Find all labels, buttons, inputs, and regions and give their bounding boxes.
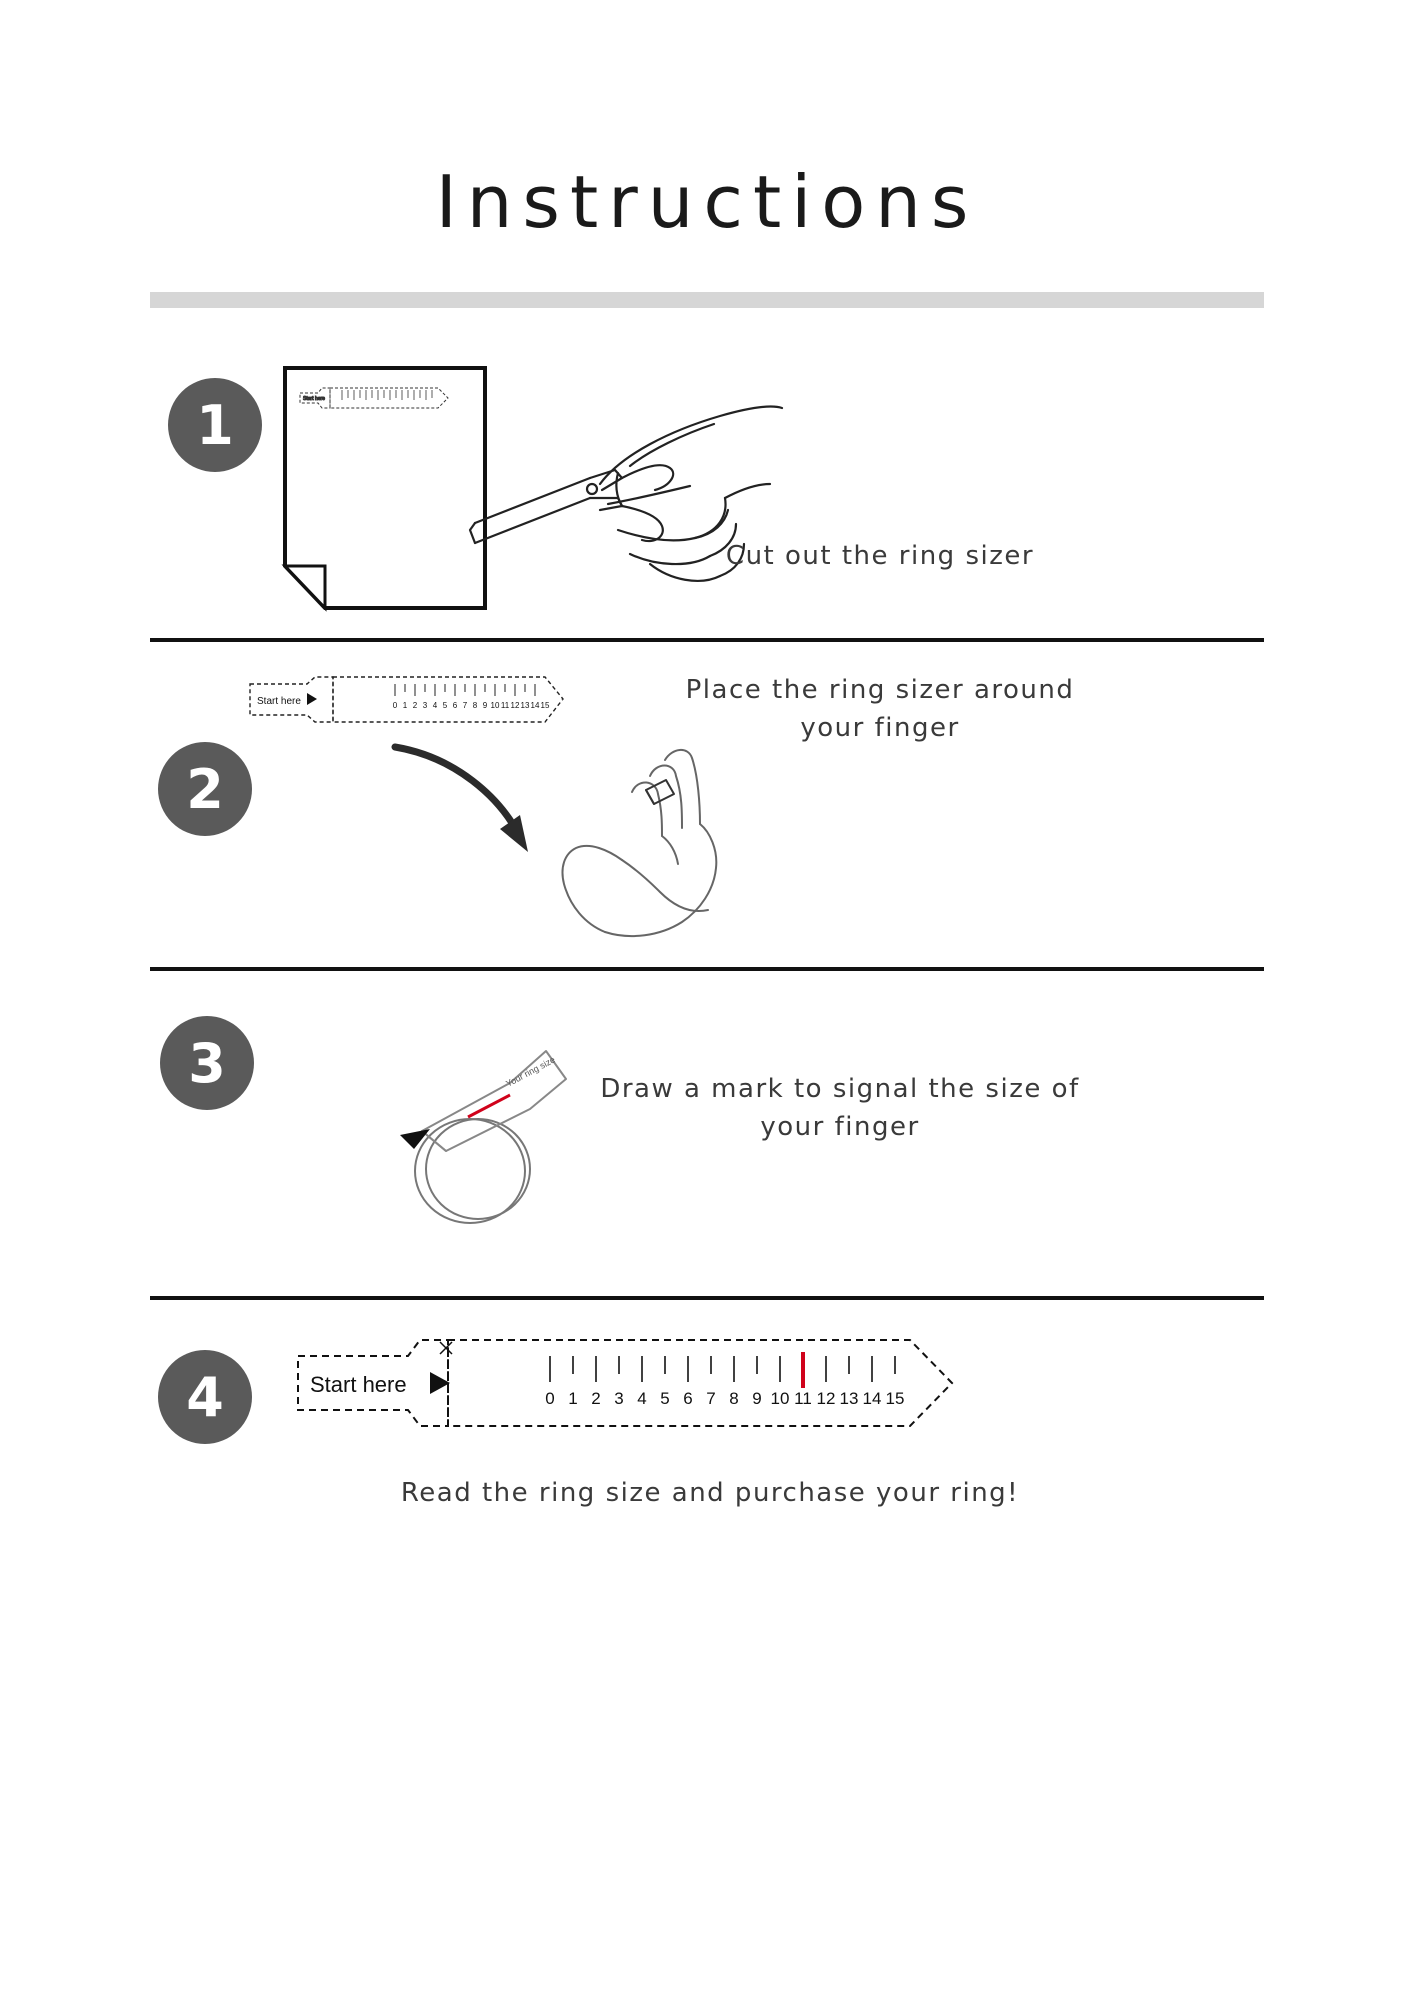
svg-text:0: 0 [545,1389,555,1408]
steps-list [150,308,1264,1540]
svg-text:7: 7 [462,701,468,710]
step-4-caption: Read the ring size and purchase your ring! [400,1478,1020,1508]
svg-text:14: 14 [530,701,540,710]
step-4-number: 4 [158,1350,252,1444]
cut-out-illustration [270,358,890,653]
svg-text:15: 15 [540,701,550,710]
svg-text:4: 4 [432,701,438,710]
step-1 [150,308,1264,638]
svg-text:1: 1 [568,1389,578,1408]
ring-sizer-strip-small [245,672,575,737]
svg-text:13: 13 [520,701,530,710]
step-3 [150,971,1264,1296]
svg-text:12: 12 [510,701,520,710]
svg-text:5: 5 [442,701,448,710]
svg-text:8: 8 [729,1389,739,1408]
svg-text:1: 1 [402,701,408,710]
step-3-number: 3 [160,1016,254,1110]
svg-text:10: 10 [490,701,500,710]
svg-text:11: 11 [500,701,510,710]
step-4 [150,1300,1264,1540]
svg-text:8: 8 [472,701,478,710]
svg-text:9: 9 [482,701,488,710]
step-2 [150,642,1264,967]
svg-text:13: 13 [839,1389,859,1408]
svg-text:Start here: Start here [303,396,325,402]
svg-text:15: 15 [885,1389,905,1408]
svg-text:12: 12 [816,1389,836,1408]
svg-text:6: 6 [683,1389,693,1408]
svg-text:4: 4 [637,1389,647,1408]
svg-text:11: 11 [794,1389,812,1408]
svg-text:14: 14 [862,1389,882,1408]
svg-text:5: 5 [660,1389,670,1408]
step-1-caption: Cut out the ring sizer [725,541,1035,571]
hand-illustration [550,732,810,967]
page-title: Instructions [435,160,979,244]
svg-text:9: 9 [752,1389,762,1408]
svg-text:6: 6 [452,701,458,710]
svg-text:0: 0 [392,701,398,710]
step-1-number: 1 [168,378,262,472]
svg-text:3: 3 [422,701,428,710]
ring-sizer-strip-large [290,1330,970,1445]
svg-text:Start here: Start here [257,696,301,707]
svg-text:10: 10 [770,1389,790,1408]
svg-text:Your ring size: Your ring size [504,1054,557,1089]
svg-text:3: 3 [614,1389,624,1408]
svg-text:7: 7 [706,1389,716,1408]
svg-text:Start here: Start here [310,1372,407,1397]
title-rule [150,292,1264,308]
step-3-caption: Draw a mark to signal the size of your finger [600,1074,1080,1142]
svg-text:2: 2 [591,1389,601,1408]
step-2-number: 2 [158,742,252,836]
step-2-caption: Place the ring sizer around your finger [685,675,1075,743]
svg-text:2: 2 [412,701,418,710]
curved-arrow-icon [380,737,570,882]
